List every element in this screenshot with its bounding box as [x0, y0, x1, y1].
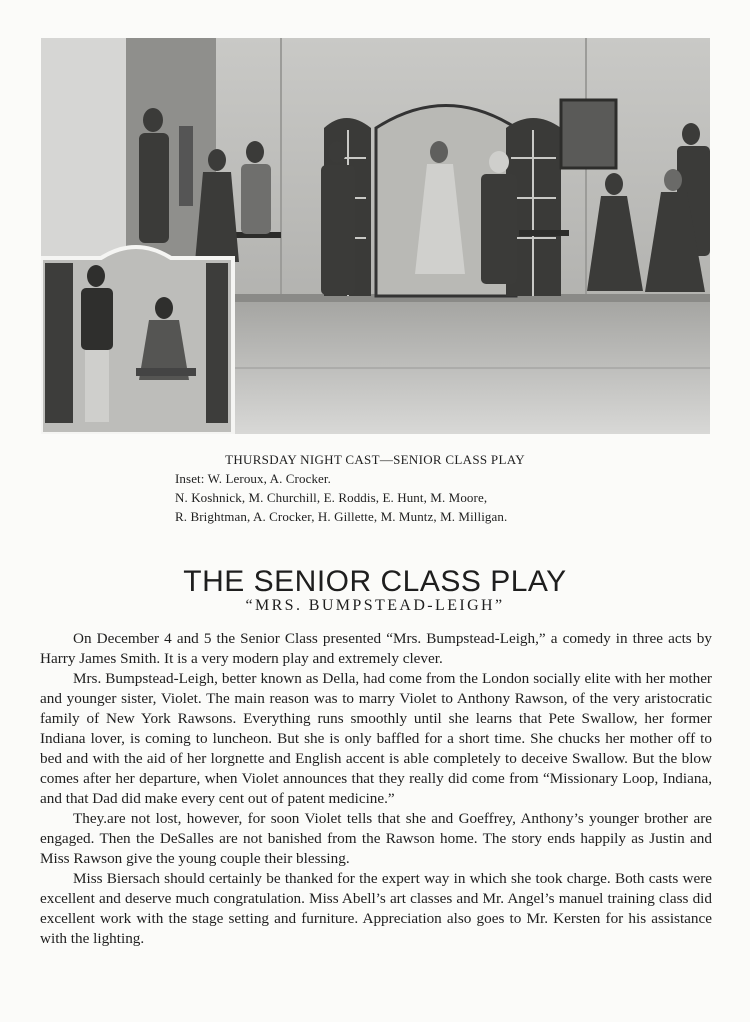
caption-line: Inset: W. Leroux, A. Crocker. [175, 471, 331, 486]
caption-title: THURSDAY NIGHT CAST—SENIOR CLASS PLAY [225, 452, 525, 467]
play-title: “MRS. BUMPSTEAD-LEIGH” [245, 597, 505, 614]
article-body [40, 629, 712, 949]
paragraph: On December 4 and 5 the Senior Class presented “Mrs. Bumpstead-Leigh,” a comedy in three acts by Harry James Smith. It is a very modern play and extremely clever. [40, 630, 712, 667]
caption-names [175, 469, 710, 526]
stage-photograph [41, 38, 710, 434]
caption-line: N. Koshnick, M. Churchill, E. Roddis, E. Hunt, M. Moore, [175, 490, 488, 505]
photo-caption [40, 450, 710, 526]
paragraph: They.are not lost, however, for soon Violet tells that she and Goeffrey, Anthony’s younger brother are engaged. Then the DeSalles are not banished from the Rawson home. The story ends happily as Justin and Miss Rawson give the young couple their blessing. [40, 810, 712, 867]
stage-photo-illustration [41, 38, 710, 434]
caption-line: R. Brightman, A. Crocker, H. Gillette, M. Muntz, M. Milligan. [175, 509, 508, 524]
page-title: THE SENIOR CLASS PLAY [183, 565, 567, 599]
paragraph: Miss Biersach should certainly be thanked for the expert way in which she took charge. Both casts were excellent and deserve much congratulation. Miss Abell’s art classes and Mr. Angel’s manuel training class did excellent work with the stage setting and furniture. Appreciation also goes to Mr. Kersten for his assistance with the lighting. [40, 870, 712, 947]
paragraph: Mrs. Bumpstead-Leigh, better known as Della, had come from the London socially elite with her mother and younger sister, Violet. The main reason was to marry Violet to Anthony Rawson, of the very aristocratic family of New York Rawsons. Everything runs smoothly until she learns that Pete Swallow, her former Indiana lover, is coming to luncheon. But she is only baffled for a short time. She chucks her mother off to bed and with the aid of her lorgnette and English accent is able completely to deceive Swallow. But the blow comes after her departure, when Violet announces that they really did come from “Missionary Loop, Indiana, and that Dad did make every cent out of patent medicine.” [40, 670, 712, 807]
